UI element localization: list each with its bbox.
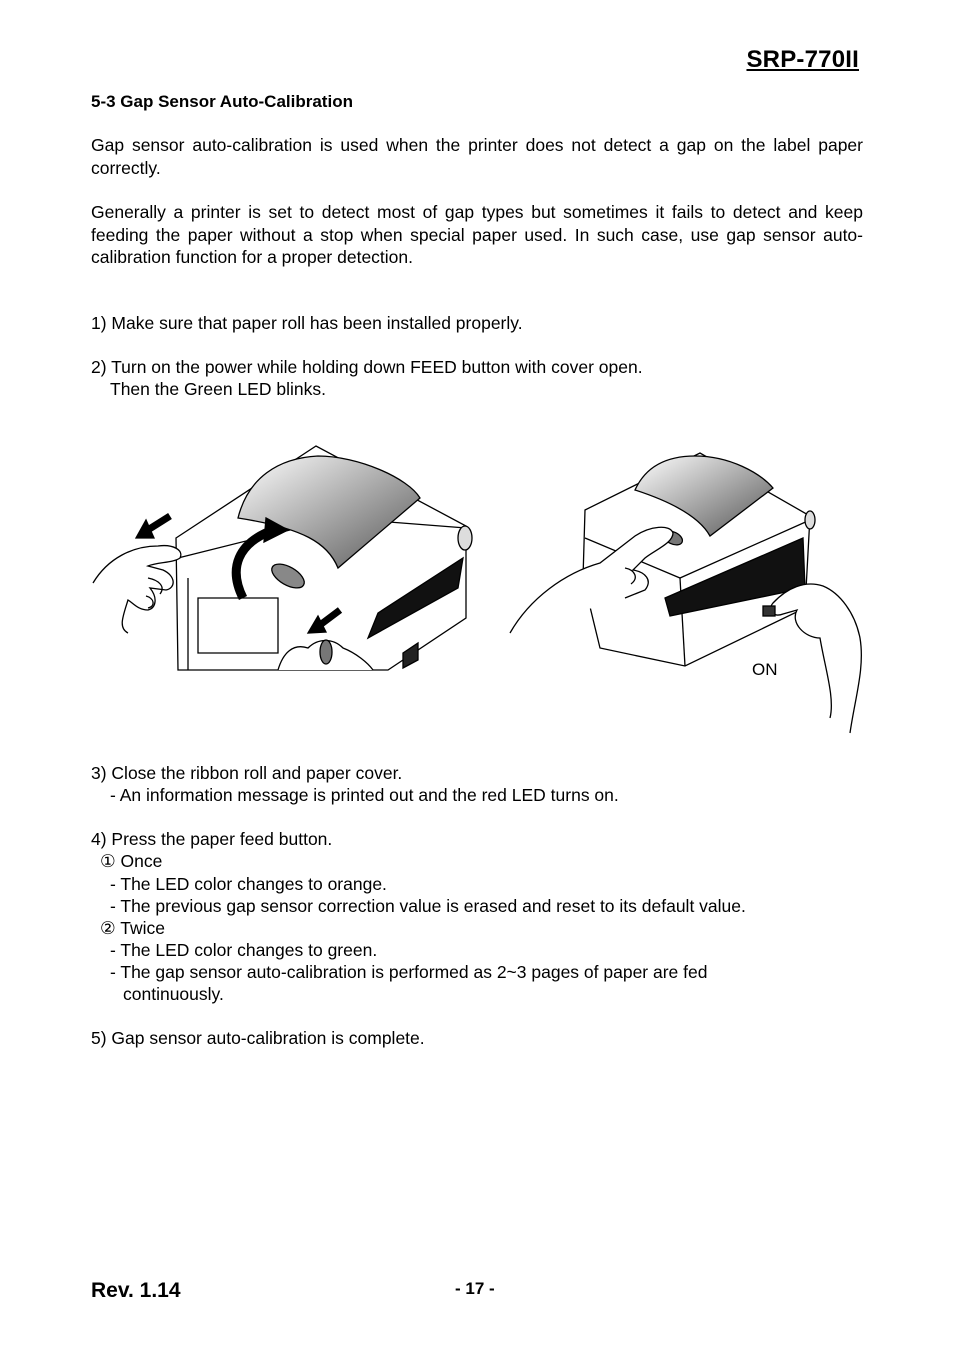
step-3-detail: - An information message is printed out and the red LED turns on. xyxy=(110,785,619,805)
power-on-label: ON xyxy=(752,660,778,679)
step-4-once-detail-b: - The previous gap sensor correction value is erased and reset to its default value. xyxy=(110,896,746,916)
step-4-twice-detail-b-cont: continuously. xyxy=(123,984,224,1004)
step-1: 1) Make sure that paper roll has been installed properly. xyxy=(91,313,523,333)
section-title: 5-3 Gap Sensor Auto-Calibration xyxy=(91,92,353,111)
page-number: - 17 - xyxy=(455,1279,495,1298)
step-4-once: ① Once xyxy=(100,851,163,871)
step-4-twice: ② Twice xyxy=(100,918,165,938)
printer-cover-open-illustration xyxy=(88,438,488,673)
printer-power-on-illustration xyxy=(505,438,870,738)
step-4-once-detail-a: - The LED color changes to orange. xyxy=(110,874,387,894)
step-4: 4) Press the paper feed button. xyxy=(91,829,333,849)
intro-paragraph-1: Gap sensor auto-calibration is used when the printer does not detect a gap on the label paper correctly. xyxy=(91,135,863,178)
step-5: 5) Gap sensor auto-calibration is complete. xyxy=(91,1028,425,1048)
revision-label: Rev. 1.14 xyxy=(91,1279,181,1302)
step-3: 3) Close the ribbon roll and paper cover. xyxy=(91,763,403,783)
model-title: SRP-770II xyxy=(746,46,859,73)
step-2: 2) Turn on the power while holding down FEED button with cover open. xyxy=(91,357,643,377)
step-4-twice-detail-a: - The LED color changes to green. xyxy=(110,940,378,960)
intro-paragraph-2: Generally a printer is set to detect most of gap types but sometimes it fails to detect and keep feeding the paper without a stop when special paper used. In such case, use gap sensor auto-calibration function for a proper detection. xyxy=(91,202,863,267)
step-4-twice-detail-b: - The gap sensor auto-calibration is performed as 2~3 pages of paper are fed xyxy=(110,962,708,982)
step-2-detail: Then the Green LED blinks. xyxy=(110,379,326,399)
